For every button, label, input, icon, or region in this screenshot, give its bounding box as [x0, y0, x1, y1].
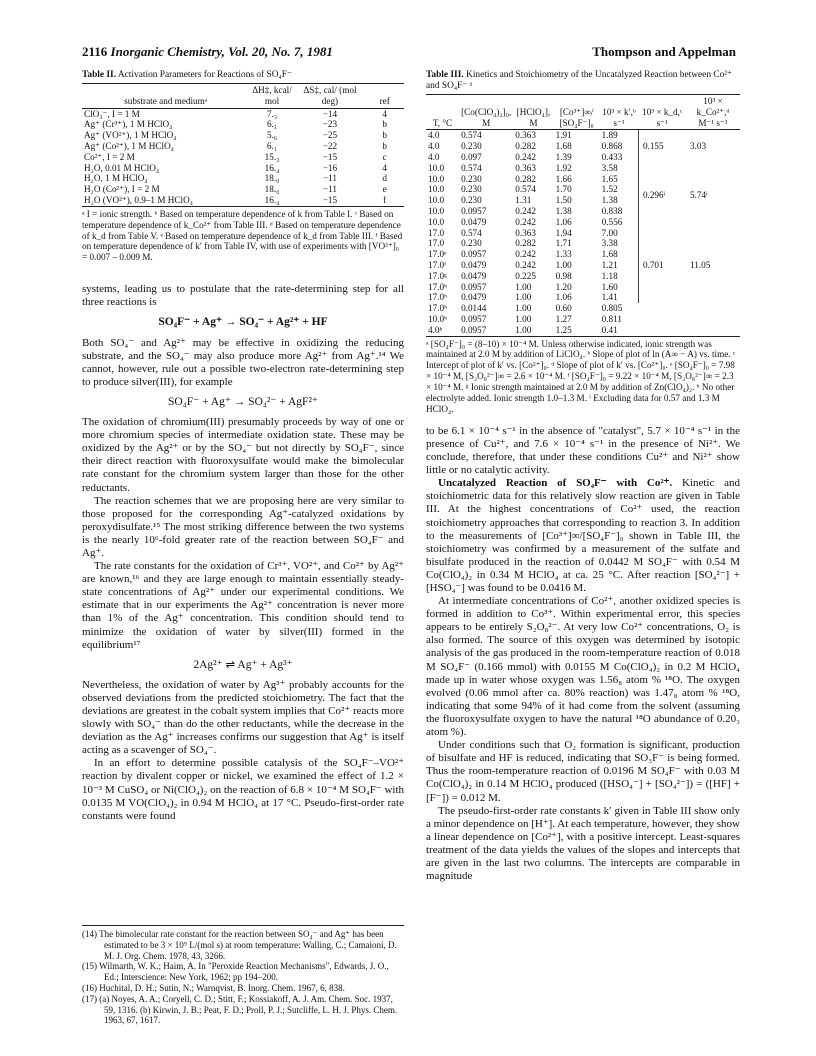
paragraph: The reaction schemes that we are proposing here are very similar to those proposed for the corresponding Ag⁺-catalyzed oxidations by peroxydisulfate.¹⁵ The most striking difference between the two systems is the nearly 10⁶-fold greater rate of the reaction between SO₄F⁻ and Ag⁺.	[82, 494, 404, 559]
table-cell: 1.39	[555, 151, 572, 162]
table-cell: 17.0ᶠ	[428, 259, 446, 270]
table-cell: 10.0	[428, 184, 445, 195]
table-cell: −11	[322, 173, 337, 184]
table-row	[82, 130, 404, 141]
table-cell: −11	[322, 184, 337, 195]
table-cell: 0.097	[461, 151, 482, 162]
table-cell: 0.225	[515, 270, 536, 281]
table-cell: −16	[322, 162, 338, 173]
table2-header-ds: ΔS‡, cal/ (mol deg)	[295, 84, 366, 109]
table-row	[82, 119, 404, 130]
table-cell	[638, 303, 686, 314]
table-cell: 0.242	[515, 205, 536, 216]
table-cell: −22	[322, 140, 338, 151]
table-cell: 0.0479	[461, 259, 487, 270]
table-cell: 0.230	[461, 141, 482, 152]
table-cell: H₂O (VO²⁺), 0.9–1 M HClO₄	[82, 195, 249, 206]
table-cell: 6.₁	[266, 140, 278, 151]
table-cell: Ag⁺ (Co²⁺), 1 M HClO₄	[84, 140, 174, 151]
table-cell: H₂O, 0.01 M HClO₄	[84, 162, 160, 173]
table-cell: 0.868	[600, 141, 639, 152]
table-cell: 7.00	[600, 228, 639, 239]
table-row	[82, 173, 404, 184]
table-cell: 17.0ᵍ	[428, 270, 447, 281]
table-cell: 0.574	[461, 162, 482, 173]
table-cell: H₂O (Co²⁺), I = 2 M	[84, 184, 160, 195]
table-cell: 4.0	[428, 151, 440, 162]
equation: SO₄F⁻ + Ag⁺ → SO₄⁻ + Ag²⁺ + HF	[158, 316, 328, 329]
table-cell	[686, 303, 740, 314]
table-cell: −14	[322, 108, 338, 119]
table-row	[426, 163, 740, 174]
table-cell: 0.0957	[461, 205, 487, 216]
table-row	[426, 130, 740, 141]
table-cell: 0.282	[515, 173, 536, 184]
table-cell: 1.52	[600, 184, 639, 195]
table-cell: 10.0	[428, 216, 445, 227]
table-group-cell: 0.701	[642, 259, 664, 270]
table-cell: 0.0479	[461, 292, 487, 303]
table-cell: 5.₆	[266, 130, 278, 141]
table-cell: 0.230	[461, 184, 482, 195]
table-cell: 1.65	[600, 174, 639, 185]
table-cell: 1.00	[515, 292, 532, 303]
table-row	[426, 314, 740, 325]
table2-label: Table II.	[82, 70, 117, 80]
paragraph: Under conditions such that O₂ formation is significant, production of bisulfate and HF is reduced, indicating that SO₃F⁻ is being formed. Thus the room-temperature reaction of 0.0196 M SO₄F⁻ with 0.03 M Co(ClO₄)₂ in 0.14 M HClO₄ produced ([HSO₄⁻] + [SO₄²⁻]) = ([HF] + [F⁻]) = 0.012 M.	[426, 739, 740, 804]
table-cell: 1.91	[555, 130, 572, 141]
table-cell: 1.00	[555, 259, 572, 270]
table-cell: c	[382, 151, 387, 162]
table-cell: b	[382, 119, 387, 130]
table-cell: 4.0	[428, 130, 440, 141]
table-row	[82, 108, 404, 119]
table-cell: d	[382, 173, 387, 184]
paragraph: At intermediate concentrations of Co²⁺, another oxidized species is formed in addition to Co³⁺. Within experimental error, this species appears to be entirely S₂O₈²⁻. At very low Co²⁺ concentrations, O₂ is also formed. The source of this oxygen was determined by isotopic analysis of the gas produced in the room-temperature reaction of 0.018 M SO₄F⁻ (0.166 mmol) with 0.0155 M Co(ClO₄)₂ in 0.2 M HClO₄ made up in water whose oxygen was 1.56₈ atom % ¹⁸O. The oxygen evolved (0.06 mmol after ca. 80% reaction) was 1.47₈ atom % ¹⁸O, indicating that some 94% of it had come from the solvent (assuming the fluoroxysulfate oxygen to have the natural ¹⁸O abundance of 0.20₃ atom %).	[426, 595, 740, 739]
table-cell: 4.0	[428, 141, 440, 152]
table-cell	[686, 314, 740, 325]
table3-header-temp: T, °C	[426, 95, 459, 130]
table-group-cell: 5.74ⁱ	[689, 189, 708, 200]
table-cell: Ag⁺ (Cr³⁺), 1 M HClO₄	[84, 119, 173, 130]
table-cell: 0.0957	[461, 281, 487, 292]
table2-footnotes: ᵃ I = ionic strength. ᵇ Based on temperature dependence of k from Table I. ᶜ Based on temperature dependence of k_Co²⁺ from Table III. ᵈ Based on temperature dependence of k_d from Table V. ᵉ Based on temperature dependence of k_d from Table III. ᶠ Based on temperature dependence of k′ from Table IV, with use of experiments with [VO²⁺]₀ = 0.007 – 0.009 M.	[82, 208, 403, 263]
table-cell: 0.556	[600, 217, 639, 228]
table2	[82, 83, 404, 207]
table-cell: 1.38	[600, 195, 639, 206]
table-cell: 1.38	[555, 205, 572, 216]
table-cell: 6.₁	[266, 119, 278, 130]
table-cell: −15	[322, 151, 338, 162]
table-cell: 0.230	[461, 238, 482, 249]
table-cell: 1.89	[600, 130, 639, 141]
table-cell: 10.0ʰ	[428, 313, 448, 324]
table-group-cell: 0.155	[642, 141, 664, 152]
table-cell: ClO₃⁻, I = 1 M	[84, 108, 140, 119]
table3-caption	[426, 70, 740, 92]
table3-footnotes: ᵃ [SO₄F⁻]₀ = (8–10) × 10⁻⁴ M. Unless otherwise indicated, ionic strength was maintained at 2.0 M by addition of LiClO₄. ᵇ Slope of plot of ln (A∞ − A) vs. time. ᶜ Intercept of plot of k′ vs. [Co²⁺]₀. ᵈ Slope of plot of k′ vs. [Co²⁺]₀. ᵉ [SO₄F⁻]₀ = 7.98 × 10⁻⁴ M, [S₂O₈²⁻]∞ = 2.6 × 10⁻⁴ M. ᶠ [SO₄F⁻]₀ = 9.22 × 10⁻⁴ M, [S₂O₈²⁻]∞ = 2.3 × 10⁻⁴ M. ᵍ Ionic strength maintained at 2.0 M by addition of Zn(ClO₄)₂. ʰ No other electrolyte added. Ionic strength 1.0–1.3 M. ⁱ Excluding data for 0.57 and 1.3 M HClO₄.	[426, 338, 736, 414]
table-cell: 17.0ᵉ	[428, 249, 447, 260]
table-cell: 1.33	[555, 249, 572, 260]
table-row	[82, 141, 404, 152]
paragraph-text: Kinetic and stoichiometric data for this relatively slow reaction are given in Table III. At the highest concentrations of Co²⁺ used, the reaction stoichiometry approaches that corresponding to reaction 3. In addition to the measurements of [Co³⁺]∞/[SO₄F⁻]₀ shown in Table III, the stoichiometry was confirmed by a measurement of the sulfate and bisulfate produced in the reaction of 0.0442 M SO₄F⁻ with 0.54 M Co(ClO₄)₂ in 0.34 M HClO₄ at ca. 25 °C. After reaction [SO₄²⁻] + [HSO₄⁻] was found to be 0.0416 M.	[426, 477, 740, 594]
table-cell: H₂O, 1 M HClO₄	[84, 173, 148, 184]
table2-caption	[82, 70, 404, 81]
table-cell	[686, 325, 740, 336]
reference-item: (16) Huchital, D. H.; Sutin, N.; Warnqvist, B. Inorg. Chem. 1967, 6, 838.	[82, 982, 345, 993]
table-cell: 1.60	[600, 282, 639, 293]
table-cell: 10.0	[428, 205, 445, 216]
table-cell: 1.20	[555, 281, 572, 292]
table-cell: 0.41	[600, 325, 639, 336]
table-cell: 1.94	[555, 227, 572, 238]
paragraph: systems, leading us to postulate that the rate-determining step for all three reactions is	[82, 283, 404, 309]
table-cell: 1.31	[515, 195, 532, 206]
table-cell: 0.0957	[459, 325, 513, 336]
table-row	[426, 325, 740, 336]
table-cell: 4	[382, 162, 387, 173]
table-cell: b	[382, 140, 387, 151]
paragraph: The rate constants for the oxidation of Cr³⁺, VO²⁺, and Co²⁺ by Ag²⁺ are known,¹⁶ and they are large enough to maintain essentially steady-state concentrations of Ag²⁺ under our experimental conditions. We estimate that in our experiments the Ag²⁺ concentration is never more than 1% of the Ag⁺ concentration. This condition should tend to minimize the oxidation of water by silver(III) formed in the equilibrium¹⁷	[82, 560, 404, 651]
table-cell: 0.363	[515, 227, 536, 238]
table-cell: 0.242	[515, 151, 536, 162]
table-cell: 17.0	[428, 227, 445, 238]
equation: 2Ag²⁺ ⇌ Ag⁺ + Ag³⁺	[193, 658, 293, 671]
table-cell: 0.363	[515, 162, 536, 173]
table-cell: 3.38	[600, 238, 639, 249]
table-cell: 0.805	[601, 303, 623, 314]
table3-title: Kinetics and Stoichiometry of the Uncatalyzed Reaction between Co²⁺ and SO₄F⁻ ᵃ	[426, 70, 733, 91]
reference-item: (17) (a) Noyes, A. A.; Coryell, C. D.; Stitt, F.; Kossiakoff, A. J. Am. Chem. Soc. 1937, 59, 1316. (b) Kirwin, J. B.; Peat, F. D.; Proll, P. J.; Sutcliffe, L. H. J. Phys. Chem. 1963, 67, 1617.	[82, 993, 398, 1026]
left-column	[82, 70, 404, 823]
table-cell: 1.00	[515, 303, 532, 314]
paragraph	[426, 477, 740, 595]
table2-title: Activation Parameters for Reactions of SO₄F⁻	[117, 70, 292, 80]
table-row	[426, 228, 740, 239]
table2-body	[82, 108, 404, 206]
table-cell: 1.21	[600, 260, 639, 271]
reference-item: (14) The bimolecular rate constant for the reaction between SO₄⁻ and Ag⁺ has been estimated to be 3 × 10⁹ L/(mol s) at room temperature: Walling, C.; Camaioni, D. M. J. Org. Chem. 1978, 43, 3266.	[82, 929, 397, 961]
table-cell: 1.50	[555, 195, 572, 206]
table-cell: 0.574	[515, 184, 536, 195]
table-cell: 4.0ʰ	[426, 325, 459, 336]
table-cell: 0.242	[515, 259, 536, 270]
table-cell: 1.68	[555, 141, 572, 152]
table-cell: 0.230	[461, 173, 482, 184]
table-cell: 0.811	[601, 313, 622, 324]
table-row	[426, 303, 740, 314]
table-cell: 1.41	[600, 292, 639, 303]
table3-header-kprime: 10³ × k′,ᵇ s⁻¹	[600, 95, 639, 130]
table-cell: 1.00	[513, 325, 553, 336]
table-row	[82, 195, 404, 206]
table2-header-dh: ΔH‡, kcal/ mol	[249, 84, 294, 109]
table-cell: 1.06	[555, 292, 572, 303]
table-cell: 0.60	[555, 303, 572, 314]
table-cell: 0.242	[515, 216, 536, 227]
table-cell: 1.00	[515, 313, 532, 324]
table3-header-stoich: [Co³⁺]∞/ [SO₄F⁻]₀	[554, 95, 600, 130]
paragraph: to be 6.1 × 10⁻⁴ s⁻¹ in the absence of "catalyst", 5.7 × 10⁻⁴ s⁻¹ in the presence of Cu²⁺, and 7.6 × 10⁻⁴ s⁻¹ in the presence of Ni²⁺. We conclude, therefore, that under these conditions Cu²⁺ and Ni²⁺ show little or no catalytic activity.	[426, 424, 740, 477]
table3-label: Table III.	[426, 70, 464, 80]
table-cell: −25	[322, 130, 338, 141]
table-cell: 10.0	[428, 173, 445, 184]
table-cell: Ag⁺ (VO²⁺), 1 M HClO₄	[84, 130, 177, 141]
paragraph: Both SO₄⁻ and Ag²⁺ may be effective in oxidizing the reducing substrate, and the SO₄⁻ may also produce more Ag²⁺ from Ag⁺.¹⁴ We cannot, however, rule out a possible two-electron rate-determining step to produce silver(III), for example	[82, 336, 404, 388]
table3-header-kco: 10³ × k_Co²⁺,ᵈ M⁻¹ s⁻¹	[686, 95, 740, 130]
table-cell: −23	[322, 119, 338, 130]
table-row	[82, 184, 404, 195]
table-cell: 1.70	[555, 184, 572, 195]
table-cell: 0.230	[461, 195, 482, 206]
table-cell: e	[382, 184, 387, 195]
table-cell: 10.0	[428, 162, 445, 173]
table-cell: 0.0957	[461, 313, 487, 324]
page-number: 2116	[82, 44, 108, 59]
table-cell: 1.71	[555, 238, 572, 249]
equation: SO₄F⁻ + Ag⁺ → SO₄²⁻ + AgF²⁺	[168, 395, 318, 408]
table-cell	[638, 314, 686, 325]
table-cell: 16.₄	[249, 195, 294, 206]
paragraph: The pseudo-first-order rate constants k′ given in Table III show only a minor dependence on [H⁺]. At each temperature, however, they show a linear dependence on [Co²⁺], with a positive intercept. Least-squares treatment of the data yields the values of the slopes and intercepts that are given in the last two columns. The intercepts are comparable in magnitude	[426, 804, 740, 883]
table-cell: 7.₃	[266, 108, 278, 119]
table-cell: f	[365, 195, 404, 206]
table-cell: Co²⁺, I = 2 M	[84, 151, 135, 162]
table-cell: 17.0ʰ	[428, 292, 448, 303]
table-cell: 1.06	[555, 216, 572, 227]
table-cell: 17.0	[428, 238, 445, 249]
table2-header-substrate: substrate and mediumᵃ	[82, 84, 249, 109]
journal-citation: Inorganic Chemistry, Vol. 20, No. 7, 1981	[110, 44, 333, 59]
table-cell: 0.838	[600, 206, 639, 217]
paragraph: In an effort to determine possible catalysis of the SO₄F⁻–VO²⁺ reaction by divalent copper or nickel, we examined the effect of 1.2 × 10⁻³ M CuSO₄ or Ni(ClO₄)₂ on the reaction of 6.8 × 10⁻⁴ M SO₄F⁻ with 0.0135 M VO(ClO₄)₂ in 0.94 M HClO₄ at 17 °C. Pseudo-first-order rate constants were found	[82, 757, 404, 822]
table-cell: 0.98	[555, 270, 572, 281]
table-cell: 16.₄	[264, 162, 280, 173]
table-cell: 4	[382, 108, 387, 119]
table-cell: 15.₃	[264, 151, 280, 162]
table-cell: 0.574	[461, 130, 482, 141]
paragraph: Nevertheless, the oxidation of water by Ag³⁺ probably accounts for the observed deviations from the predicted stoichiometry. The fact that the deviations are greatest in the cobalt system implies that Co²⁺ reacts more slowly with SO₄⁻ than do the other reductants, while the decrease in the deviation as the Ag⁺ increases confirms our suggestion that Ag⁺ is itself acting as a scavenger of SO₄⁻.	[82, 678, 404, 757]
table-cell	[638, 325, 686, 336]
table-cell: 17.0ʰ	[428, 281, 448, 292]
table-group-cell: 3.03	[689, 141, 707, 152]
references	[82, 925, 404, 1026]
table-cell: 0.433	[600, 152, 639, 163]
table-cell: 17.0ʰ	[428, 303, 448, 314]
right-column	[426, 70, 740, 883]
table-cell: b	[382, 130, 387, 141]
table-row	[82, 163, 404, 174]
table-cell: 1.18	[600, 271, 639, 282]
table-cell: 0.282	[515, 238, 536, 249]
table2-header-ref: ref	[365, 84, 404, 109]
table-cell: 0.0479	[461, 270, 487, 281]
page-header	[82, 44, 736, 64]
table-cell: 0.574	[461, 227, 482, 238]
table-cell: 18.₀	[264, 173, 280, 184]
paragraph: The oxidation of chromium(III) presumably proceeds by way of one or more chromium species of intermediate oxidation state. These may be oxidized by the Ag²⁺ or by the SO₄⁻ but not directly by SO₄F⁻, since their direct reaction with fluoroxysulfate would make the bimolecular rate constant for the chromium system larger than those for the other reductants.	[82, 416, 404, 494]
table-row	[82, 152, 404, 163]
table3-header-kd: 10³ × k_d,ᶜ s⁻¹	[638, 95, 686, 130]
table-cell: 3.58	[600, 163, 639, 174]
table-group-cell: 0.296ⁱ	[642, 189, 666, 200]
table-cell: 0.0144	[461, 303, 487, 314]
table-cell: 1.92	[555, 162, 572, 173]
table-cell: 1.66	[555, 173, 572, 184]
running-authors: Thompson and Appelman	[592, 44, 736, 59]
table-cell: 1.25	[554, 325, 600, 336]
table3-body	[426, 130, 740, 336]
table3	[426, 94, 740, 337]
table-cell: 18.₀	[264, 184, 280, 195]
table-cell: 1.00	[515, 281, 532, 292]
table-cell: 0.242	[515, 249, 536, 260]
reference-item: (15) Wilmarth, W. K.; Haim, A. In "Peroxide Reaction Mechanisms", Edwards, J. O., Ed.; Interscience: New York, 1962; pp 194–200.	[82, 961, 389, 983]
table3-header-hclo4: [HClO₄], M	[513, 95, 553, 130]
table-cell: 0.0957	[461, 249, 487, 260]
table-cell: 0.363	[515, 130, 536, 141]
table-cell: 1.27	[555, 313, 572, 324]
section-heading: Uncatalyzed Reaction of SO₄F⁻ with Co²⁺.	[438, 477, 673, 490]
table-group-cell: 11.05	[689, 259, 711, 270]
table-cell: 0.0479	[461, 216, 487, 227]
table-cell: 0.282	[515, 141, 536, 152]
table-cell: 1.68	[600, 249, 639, 260]
table-cell: −15	[295, 195, 366, 206]
table-cell: 10.0	[428, 195, 445, 206]
table3-header-co: [Co(ClO₄)₂]₀, M	[459, 95, 513, 130]
